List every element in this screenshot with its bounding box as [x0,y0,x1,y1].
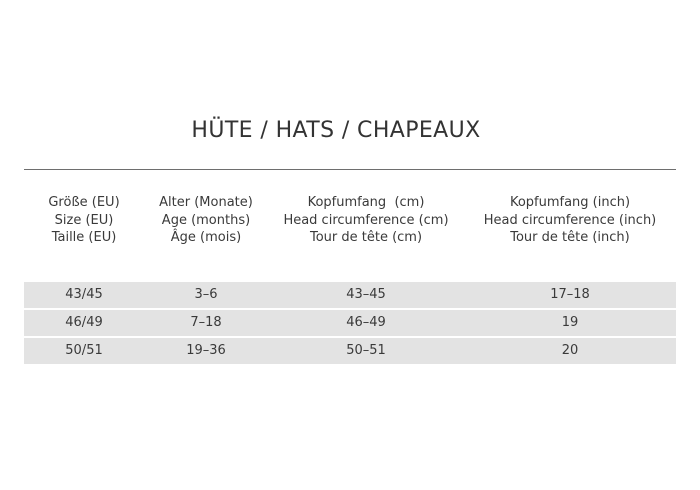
cell-head-cm: 50–51 [346,343,386,358]
header-head-inch-de: Kopfumfang (inch) [509,195,631,210]
header-head-inch [464,194,676,247]
cell-head-cm: 46–49 [346,315,386,330]
page-title: HÜTE / HATS / CHAPEAUX [191,118,481,143]
header-head-cm-fr: Tour de tête (cm) [309,230,423,245]
header-age-fr: Âge (mois) [170,230,242,245]
header-age [144,194,268,247]
cell-size: 46/49 [65,315,103,330]
header-head-cm-en: Head circumference (cm) [283,212,449,228]
cell-age: 3–6 [194,287,218,302]
cell-head-inch: 17–18 [550,287,590,302]
cell-size: 43/45 [65,287,103,302]
header-head-cm-de: Kopfumfang (cm) [307,195,425,210]
title-divider [24,169,676,170]
table-row [24,282,676,308]
table-header-row [0,194,700,254]
header-age-en: Age (months) [161,212,251,228]
cell-size: 50/51 [65,343,103,358]
header-size-en: Size (EU) [54,212,114,228]
header-head-cm [268,194,464,247]
header-size-fr: Taille (EU) [51,230,117,245]
cell-age: 19–36 [186,343,226,358]
header-head-inch-fr: Tour de tête (inch) [510,230,630,245]
cell-head-inch: 19 [561,315,579,330]
table-row [24,310,676,336]
header-age-de: Alter (Monate) [159,195,253,210]
header-size-de: Größe (EU) [48,195,120,210]
header-size [24,194,144,247]
cell-head-cm: 43–45 [346,287,386,302]
cell-age: 7–18 [190,315,222,330]
cell-head-inch: 20 [561,343,579,358]
header-head-inch-en: Head circumference (inch) [483,212,657,228]
table-row [24,338,676,364]
